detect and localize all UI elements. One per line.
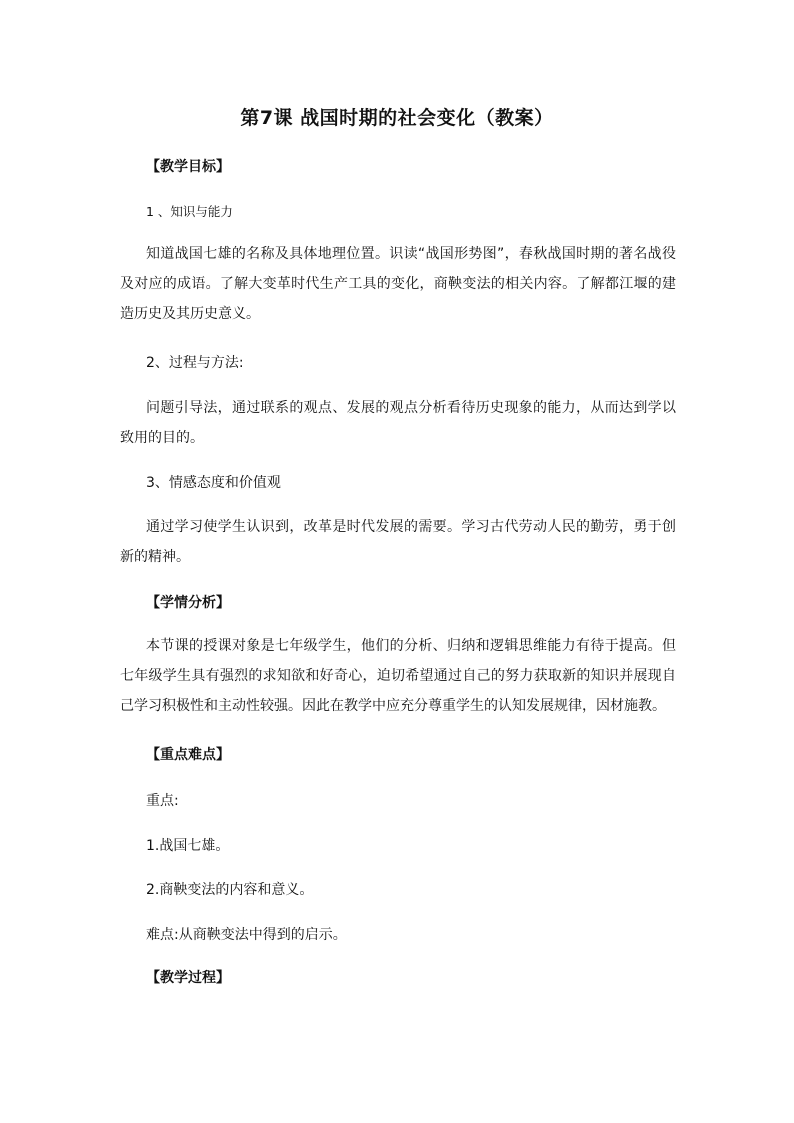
objective-2-text: 问题引导法，通过联系的观点、发展的观点分析看待历史现象的能力，从而达到学以致用的目的。: [120, 400, 676, 446]
heading-process: 【教学过程】: [146, 970, 230, 986]
heading-objectives: 【教学目标】: [146, 159, 230, 175]
key-label: 重点:: [146, 793, 179, 809]
objective-1-title: 1 、知识与能力: [146, 204, 233, 219]
heading-analysis: 【学情分析】: [146, 595, 230, 611]
objective-3-text: 通过学习使学生认识到，改革是时代发展的需要。学习古代劳动人民的勤劳，勇于创新的精神。: [120, 519, 676, 565]
key-point-2: 2.商鞅变法的内容和意义。: [146, 882, 314, 898]
objective-3-title: 3、情感态度和价值观: [146, 475, 281, 491]
objective-1-text: 知道战国七雄的名称及具体地理位置。识读“战国形势图”，春秋战国时期的著名战役及对应的成语。了解大变革时代生产工具的变化，商鞅变法的相关内容。了解都江堰的建造历史及其历史意义。: [120, 246, 676, 322]
difficulty-point: 难点:从商鞅变法中得到的启示。: [146, 927, 347, 943]
heading-key-points: 【重点难点】: [146, 747, 230, 763]
objective-2-title: 2、过程与方法:: [146, 355, 244, 371]
analysis-text: 本节课的授课对象是七年级学生，他们的分析、归纳和逻辑思维能力有待于提高。但七年级学生具有强烈的求知欲和好奇心，迫切希望通过自己的努力获取新的知识并展现自己学习积极性和主动性较强。因此在教学中应充分尊重学生的认知发展规律，因材施教。: [120, 638, 676, 714]
page-title: 第7课 战国时期的社会变化（教案）: [240, 107, 554, 129]
key-point-1: 1.战国七雄。: [146, 838, 230, 854]
